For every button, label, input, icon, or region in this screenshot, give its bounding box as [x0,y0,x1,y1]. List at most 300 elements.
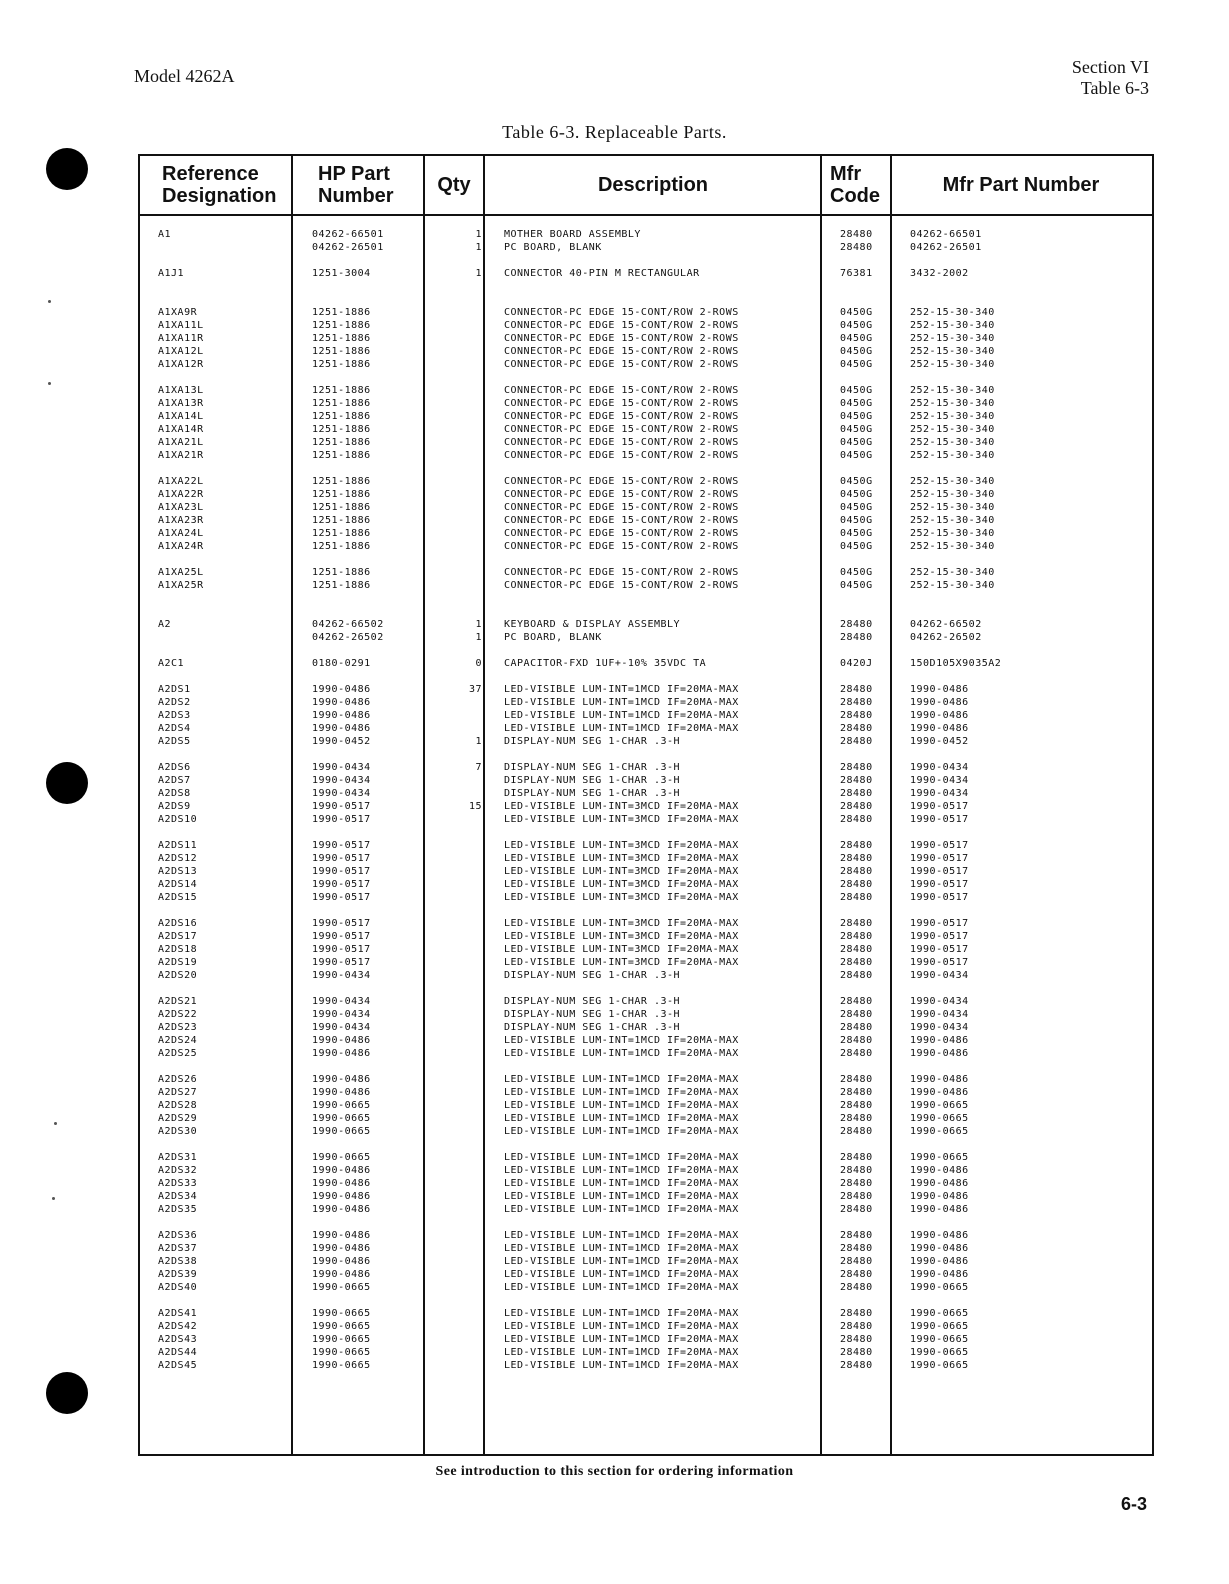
table-row [140,579,1152,592]
scan-speck [48,382,51,385]
hp-part-cell: 1990-0517 [312,814,371,825]
ref-cell: A1XA24L [158,528,204,539]
table-row [140,1047,1152,1060]
ref-cell: A2DS13 [158,866,198,877]
mfr-code-cell: 28480 [840,1074,873,1085]
table-row [140,657,1152,670]
mfr-part-cell: 1990-0517 [910,957,969,968]
mfr-part-cell: 1990-0665 [910,1100,969,1111]
mfr-code-cell: 28480 [840,1022,873,1033]
ref-cell: A2DS15 [158,892,198,903]
table-row [140,891,1152,904]
mfr-part-cell: 252-15-30-340 [910,437,995,448]
mfr-code-cell: 28480 [840,1308,873,1319]
ref-cell: A1XA25R [158,580,204,591]
description-cell: LED-VISIBLE LUM-INT=1MCD IF=20MA-MAX [504,1126,739,1137]
description-cell: PC BOARD, BLANK [504,632,602,643]
description-cell: DISPLAY-NUM SEG 1-CHAR .3-H [504,996,681,1007]
hp-part-cell: 1990-0665 [312,1347,371,1358]
hp-part-cell: 1251-1886 [312,307,371,318]
description-cell: DISPLAY-NUM SEG 1-CHAR .3-H [504,775,681,786]
description-cell: LED-VISIBLE LUM-INT=3MCD IF=20MA-MAX [504,918,739,929]
ref-cell: A2DS6 [158,762,191,773]
ref-cell: A1XA22R [158,489,204,500]
description-cell: LED-VISIBLE LUM-INT=1MCD IF=20MA-MAX [504,684,739,695]
mfr-part-cell: 1990-0517 [910,840,969,851]
table-row [140,1177,1152,1190]
table-row [140,1255,1152,1268]
hp-part-cell: 1990-0486 [312,1178,371,1189]
hp-part-cell: 1990-0486 [312,1191,371,1202]
hp-part-cell: 1251-1886 [312,333,371,344]
scan-speck [54,1122,57,1125]
table-row [140,917,1152,930]
mfr-part-cell: 1990-0486 [910,710,969,721]
hp-part-cell: 1251-1886 [312,437,371,448]
table-row [140,1268,1152,1281]
ref-cell: A2DS2 [158,697,191,708]
ref-cell: A2DS10 [158,814,198,825]
scan-speck [52,1197,55,1200]
description-cell: CONNECTOR-PC EDGE 15-CONT/ROW 2-ROWS [504,437,739,448]
description-cell: LED-VISIBLE LUM-INT=1MCD IF=20MA-MAX [504,1204,739,1215]
table-row [140,800,1152,813]
hp-part-cell: 1990-0486 [312,1269,371,1280]
mfr-code-cell: 28480 [840,1334,873,1345]
description-cell: CONNECTOR-PC EDGE 15-CONT/ROW 2-ROWS [504,502,739,513]
description-cell: CONNECTOR-PC EDGE 15-CONT/ROW 2-ROWS [504,515,739,526]
ref-cell: A1XA22L [158,476,204,487]
table-row [140,1112,1152,1125]
ref-cell: A2DS21 [158,996,198,1007]
ref-cell: A2DS36 [158,1230,198,1241]
table-row [140,956,1152,969]
description-cell: CONNECTOR-PC EDGE 15-CONT/ROW 2-ROWS [504,333,739,344]
mfr-code-cell: 0450G [840,359,873,370]
mfr-code-cell: 28480 [840,736,873,747]
mfr-part-cell: 1990-0665 [910,1113,969,1124]
description-cell: LED-VISIBLE LUM-INT=1MCD IF=20MA-MAX [504,1308,739,1319]
mfr-code-cell: 28480 [840,840,873,851]
description-cell: CAPACITOR-FXD 1UF+-10% 35VDC TA [504,658,707,669]
ref-cell: A2DS9 [158,801,191,812]
section-label: Section VI [1071,57,1149,77]
col-header-qty: Qty [437,174,471,196]
description-cell: LED-VISIBLE LUM-INT=3MCD IF=20MA-MAX [504,866,739,877]
mfr-code-cell: 28480 [840,229,873,240]
description-cell: DISPLAY-NUM SEG 1-CHAR .3-H [504,788,681,799]
description-cell: LED-VISIBLE LUM-INT=1MCD IF=20MA-MAX [504,710,739,721]
mfr-part-cell: 150D105X9035A2 [910,658,1002,669]
hp-part-cell: 1990-0665 [312,1321,371,1332]
description-cell: LED-VISIBLE LUM-INT=1MCD IF=20MA-MAX [504,723,739,734]
table-row [140,1086,1152,1099]
description-cell: CONNECTOR-PC EDGE 15-CONT/ROW 2-ROWS [504,489,739,500]
hp-part-cell: 1990-0486 [312,684,371,695]
description-cell: LED-VISIBLE LUM-INT=3MCD IF=20MA-MAX [504,944,739,955]
description-cell: LED-VISIBLE LUM-INT=3MCD IF=20MA-MAX [504,840,739,851]
table-row [140,436,1152,449]
mfr-part-cell: 1990-0486 [910,1048,969,1059]
ref-cell: A2DS19 [158,957,198,968]
ref-cell: A2DS11 [158,840,198,851]
section-header [1072,57,1149,99]
mfr-part-cell: 04262-26502 [910,632,982,643]
mfr-part-cell: 1990-0517 [910,801,969,812]
mfr-code-cell: 28480 [840,723,873,734]
mfr-part-cell: 252-15-30-340 [910,359,995,370]
hp-part-cell: 1251-1886 [312,320,371,331]
table-row [140,1021,1152,1034]
hp-part-cell: 1990-0486 [312,1087,371,1098]
mfr-part-cell: 1990-0517 [910,918,969,929]
hp-part-cell: 1990-0665 [312,1308,371,1319]
mfr-code-cell: 28480 [840,242,873,253]
ref-cell: A2DS33 [158,1178,198,1189]
ref-cell: A2DS42 [158,1321,198,1332]
mfr-code-cell: 0450G [840,528,873,539]
description-cell: LED-VISIBLE LUM-INT=3MCD IF=20MA-MAX [504,931,739,942]
mfr-part-cell: 252-15-30-340 [910,307,995,318]
mfr-part-cell: 1990-0517 [910,879,969,890]
hp-part-cell: 1251-1886 [312,398,371,409]
ref-cell: A1XA23L [158,502,204,513]
qty-cell: 7 [475,762,482,773]
mfr-part-cell: 1990-0665 [910,1360,969,1371]
table-row [140,228,1152,241]
mfr-code-cell: 0450G [840,502,873,513]
hp-part-cell: 1990-0517 [312,892,371,903]
hp-part-cell: 1990-0517 [312,918,371,929]
qty-cell: 1 [475,268,482,279]
description-cell: LED-VISIBLE LUM-INT=1MCD IF=20MA-MAX [504,1035,739,1046]
ref-cell: A2DS41 [158,1308,198,1319]
description-cell: CONNECTOR-PC EDGE 15-CONT/ROW 2-ROWS [504,385,739,396]
mfr-code-cell: 0450G [840,567,873,578]
mfr-part-cell: 252-15-30-340 [910,515,995,526]
hp-part-cell: 04262-26501 [312,242,384,253]
ref-cell: A1XA21L [158,437,204,448]
ref-cell: A2DS20 [158,970,198,981]
mfr-part-cell: 252-15-30-340 [910,541,995,552]
description-cell: LED-VISIBLE LUM-INT=1MCD IF=20MA-MAX [504,1282,739,1293]
hp-part-cell: 1251-1886 [312,346,371,357]
mfr-part-cell: 1990-0665 [910,1282,969,1293]
hp-part-cell: 1990-0434 [312,762,371,773]
hp-part-cell: 1990-0434 [312,1022,371,1033]
punch-hole [46,148,88,190]
mfr-part-cell: 1990-0517 [910,892,969,903]
hp-part-cell: 1990-0486 [312,1165,371,1176]
mfr-part-cell: 1990-0517 [910,866,969,877]
description-cell: LED-VISIBLE LUM-INT=1MCD IF=20MA-MAX [504,1074,739,1085]
ref-cell: A2C1 [158,658,185,669]
table-row [140,267,1152,280]
hp-part-cell: 1251-1886 [312,359,371,370]
table-row [140,813,1152,826]
description-cell: LED-VISIBLE LUM-INT=1MCD IF=20MA-MAX [504,1347,739,1358]
mfr-part-cell: 1990-0486 [910,1243,969,1254]
hp-part-cell: 1990-0517 [312,866,371,877]
ref-cell: A1XA13R [158,398,204,409]
hp-part-cell: 1251-3004 [312,268,371,279]
mfr-part-cell: 252-15-30-340 [910,333,995,344]
mfr-code-cell: 0450G [840,307,873,318]
hp-part-cell: 1990-0486 [312,1243,371,1254]
table-row [140,1008,1152,1021]
ref-cell: A2DS12 [158,853,198,864]
hp-part-cell: 1990-0486 [312,1035,371,1046]
description-cell: LED-VISIBLE LUM-INT=1MCD IF=20MA-MAX [504,1360,739,1371]
mfr-part-cell: 1990-0486 [910,1256,969,1267]
ref-cell: A2DS34 [158,1191,198,1202]
parts-table [138,154,1154,1456]
ref-cell: A2DS38 [158,1256,198,1267]
ref-cell: A2 [158,619,172,630]
table-row [140,566,1152,579]
ref-cell: A2DS17 [158,931,198,942]
qty-cell: 1 [475,736,482,747]
mfr-code-cell: 0420J [840,658,873,669]
table-row [140,1333,1152,1346]
table-row [140,1346,1152,1359]
mfr-code-cell: 28480 [840,788,873,799]
punch-hole [46,1372,88,1414]
mfr-code-cell: 28480 [840,1009,873,1020]
ref-cell: A1XA14L [158,411,204,422]
mfr-code-cell: 28480 [840,632,873,643]
description-cell: LED-VISIBLE LUM-INT=3MCD IF=20MA-MAX [504,892,739,903]
description-cell: CONNECTOR-PC EDGE 15-CONT/ROW 2-ROWS [504,346,739,357]
mfr-part-cell: 1990-0665 [910,1126,969,1137]
hp-part-cell: 1990-0517 [312,801,371,812]
mfr-part-cell: 1990-0665 [910,1347,969,1358]
table-row [140,319,1152,332]
table-row [140,696,1152,709]
description-cell: LED-VISIBLE LUM-INT=1MCD IF=20MA-MAX [504,1256,739,1267]
ref-cell: A2DS1 [158,684,191,695]
description-cell: MOTHER BOARD ASSEMBLY [504,229,641,240]
ref-cell: A2DS8 [158,788,191,799]
table-row [140,1229,1152,1242]
hp-part-cell: 1251-1886 [312,450,371,461]
hp-part-cell: 1990-0517 [312,879,371,890]
table-row [140,1073,1152,1086]
hp-part-cell: 1990-0517 [312,840,371,851]
mfr-code-cell: 0450G [840,398,873,409]
hp-part-cell: 1251-1886 [312,515,371,526]
hp-part-cell: 1990-0486 [312,1048,371,1059]
description-cell: LED-VISIBLE LUM-INT=1MCD IF=20MA-MAX [504,1334,739,1345]
mfr-part-cell: 1990-0665 [910,1152,969,1163]
ref-cell: A1XA12R [158,359,204,370]
description-cell: CONNECTOR-PC EDGE 15-CONT/ROW 2-ROWS [504,411,739,422]
mfr-part-cell: 252-15-30-340 [910,320,995,331]
mfr-code-cell: 0450G [840,489,873,500]
mfr-code-cell: 28480 [840,931,873,942]
table-row [140,878,1152,891]
description-cell: DISPLAY-NUM SEG 1-CHAR .3-H [504,736,681,747]
ref-cell: A2DS18 [158,944,198,955]
description-cell: CONNECTOR-PC EDGE 15-CONT/ROW 2-ROWS [504,567,739,578]
hp-part-cell: 1990-0665 [312,1152,371,1163]
ref-cell: A2DS23 [158,1022,198,1033]
description-cell: CONNECTOR 40-PIN M RECTANGULAR [504,268,700,279]
mfr-part-cell: 1990-0517 [910,931,969,942]
mfr-code-cell: 28480 [840,1230,873,1241]
col-header-mfr-code: Mfr Code [830,163,880,207]
ref-cell: A2DS43 [158,1334,198,1345]
description-cell: CONNECTOR-PC EDGE 15-CONT/ROW 2-ROWS [504,450,739,461]
mfr-part-cell: 1990-0486 [910,1191,969,1202]
col-header-hp-part: HP Part Number [318,163,394,207]
ref-cell: A2DS3 [158,710,191,721]
hp-part-cell: 1251-1886 [312,411,371,422]
hp-part-cell: 1990-0486 [312,697,371,708]
table-row [140,943,1152,956]
mfr-part-cell: 1990-0486 [910,1165,969,1176]
description-cell: LED-VISIBLE LUM-INT=3MCD IF=20MA-MAX [504,879,739,890]
table-row [140,527,1152,540]
mfr-code-cell: 28480 [840,918,873,929]
hp-part-cell: 04262-66501 [312,229,384,240]
mfr-part-cell: 1990-0452 [910,736,969,747]
qty-cell: 1 [475,242,482,253]
mfr-code-cell: 28480 [840,697,873,708]
mfr-part-cell: 3432-2002 [910,268,969,279]
description-cell: LED-VISIBLE LUM-INT=3MCD IF=20MA-MAX [504,853,739,864]
mfr-part-cell: 1990-0486 [910,723,969,734]
table-row [140,384,1152,397]
table-row [140,1125,1152,1138]
mfr-part-cell: 1990-0486 [910,1204,969,1215]
ref-cell: A2DS22 [158,1009,198,1020]
mfr-part-cell: 04262-66502 [910,619,982,630]
hp-part-cell: 1990-0486 [312,1256,371,1267]
mfr-code-cell: 0450G [840,437,873,448]
mfr-part-cell: 1990-0665 [910,1308,969,1319]
ref-cell: A1 [158,229,172,240]
mfr-code-cell: 28480 [840,944,873,955]
ref-cell: A2DS35 [158,1204,198,1215]
hp-part-cell: 1990-0665 [312,1334,371,1345]
mfr-code-cell: 0450G [840,476,873,487]
mfr-code-cell: 28480 [840,1269,873,1280]
hp-part-cell: 1251-1886 [312,424,371,435]
qty-cell: 1 [475,619,482,630]
table-row [140,618,1152,631]
mfr-code-cell: 28480 [840,710,873,721]
ref-cell: A2DS4 [158,723,191,734]
mfr-part-cell: 252-15-30-340 [910,476,995,487]
table-row [140,514,1152,527]
description-cell: CONNECTOR-PC EDGE 15-CONT/ROW 2-ROWS [504,541,739,552]
col-header-mfr-part: Mfr Part Number [942,174,1100,196]
ref-cell: A2DS7 [158,775,191,786]
model-label: Model 4262A [134,66,235,86]
table-row [140,683,1152,696]
ref-cell: A1XA14R [158,424,204,435]
description-cell: DISPLAY-NUM SEG 1-CHAR .3-H [504,1022,681,1033]
hp-part-cell: 1990-0665 [312,1113,371,1124]
description-cell: LED-VISIBLE LUM-INT=1MCD IF=20MA-MAX [504,697,739,708]
mfr-code-cell: 28480 [840,879,873,890]
mfr-code-cell: 0450G [840,385,873,396]
hp-part-cell: 1251-1886 [312,580,371,591]
mfr-part-cell: 252-15-30-340 [910,528,995,539]
description-cell: LED-VISIBLE LUM-INT=3MCD IF=20MA-MAX [504,801,739,812]
mfr-part-cell: 04262-66501 [910,229,982,240]
description-cell: LED-VISIBLE LUM-INT=1MCD IF=20MA-MAX [504,1100,739,1111]
footer-note: See introduction to this section for ordering information [435,1464,794,1479]
mfr-code-cell: 28480 [840,1243,873,1254]
mfr-part-cell: 1990-0486 [910,697,969,708]
mfr-part-cell: 1990-0517 [910,814,969,825]
description-cell: CONNECTOR-PC EDGE 15-CONT/ROW 2-ROWS [504,398,739,409]
mfr-code-cell: 28480 [840,762,873,773]
table-row [140,1359,1152,1372]
description-cell: CONNECTOR-PC EDGE 15-CONT/ROW 2-ROWS [504,580,739,591]
mfr-part-cell: 1990-0517 [910,853,969,864]
ref-cell: A2DS28 [158,1100,198,1111]
mfr-code-cell: 28480 [840,1191,873,1202]
mfr-part-cell: 1990-0434 [910,762,969,773]
mfr-code-cell: 28480 [840,1178,873,1189]
description-cell: KEYBOARD & DISPLAY ASSEMBLY [504,619,681,630]
description-cell: LED-VISIBLE LUM-INT=1MCD IF=20MA-MAX [504,1048,739,1059]
table-row [140,774,1152,787]
description-cell: LED-VISIBLE LUM-INT=1MCD IF=20MA-MAX [504,1165,739,1176]
mfr-code-cell: 28480 [840,1087,873,1098]
mfr-code-cell: 28480 [840,684,873,695]
ref-cell: A1XA24R [158,541,204,552]
hp-part-cell: 1251-1886 [312,502,371,513]
table-row [140,1320,1152,1333]
table-row [140,241,1152,254]
mfr-part-cell: 252-15-30-340 [910,398,995,409]
mfr-part-cell: 1990-0486 [910,1178,969,1189]
mfr-code-cell: 28480 [840,775,873,786]
table-row [140,631,1152,644]
mfr-code-cell: 0450G [840,333,873,344]
mfr-code-cell: 28480 [840,814,873,825]
table-row [140,540,1152,553]
hp-part-cell: 1990-0486 [312,710,371,721]
ref-cell: A2DS32 [158,1165,198,1176]
hp-part-cell: 1990-0486 [312,1074,371,1085]
table-ref-label: Table 6-3 [1080,78,1149,98]
table-row [140,995,1152,1008]
mfr-code-cell: 28480 [840,1321,873,1332]
hp-part-cell: 1990-0665 [312,1126,371,1137]
description-cell: CONNECTOR-PC EDGE 15-CONT/ROW 2-ROWS [504,528,739,539]
mfr-part-cell: 1990-0434 [910,1022,969,1033]
description-cell: LED-VISIBLE LUM-INT=1MCD IF=20MA-MAX [504,1243,739,1254]
mfr-code-cell: 0450G [840,320,873,331]
table-row [140,345,1152,358]
mfr-code-cell: 28480 [840,892,873,903]
table-row [140,1151,1152,1164]
hp-part-cell: 1990-0665 [312,1282,371,1293]
mfr-part-cell: 1990-0486 [910,1230,969,1241]
description-cell: PC BOARD, BLANK [504,242,602,253]
table-row [140,1164,1152,1177]
table-row [140,423,1152,436]
mfr-part-cell: 1990-0486 [910,684,969,695]
mfr-part-cell: 1990-0665 [910,1321,969,1332]
description-cell: CONNECTOR-PC EDGE 15-CONT/ROW 2-ROWS [504,476,739,487]
ref-cell: A2DS29 [158,1113,198,1124]
